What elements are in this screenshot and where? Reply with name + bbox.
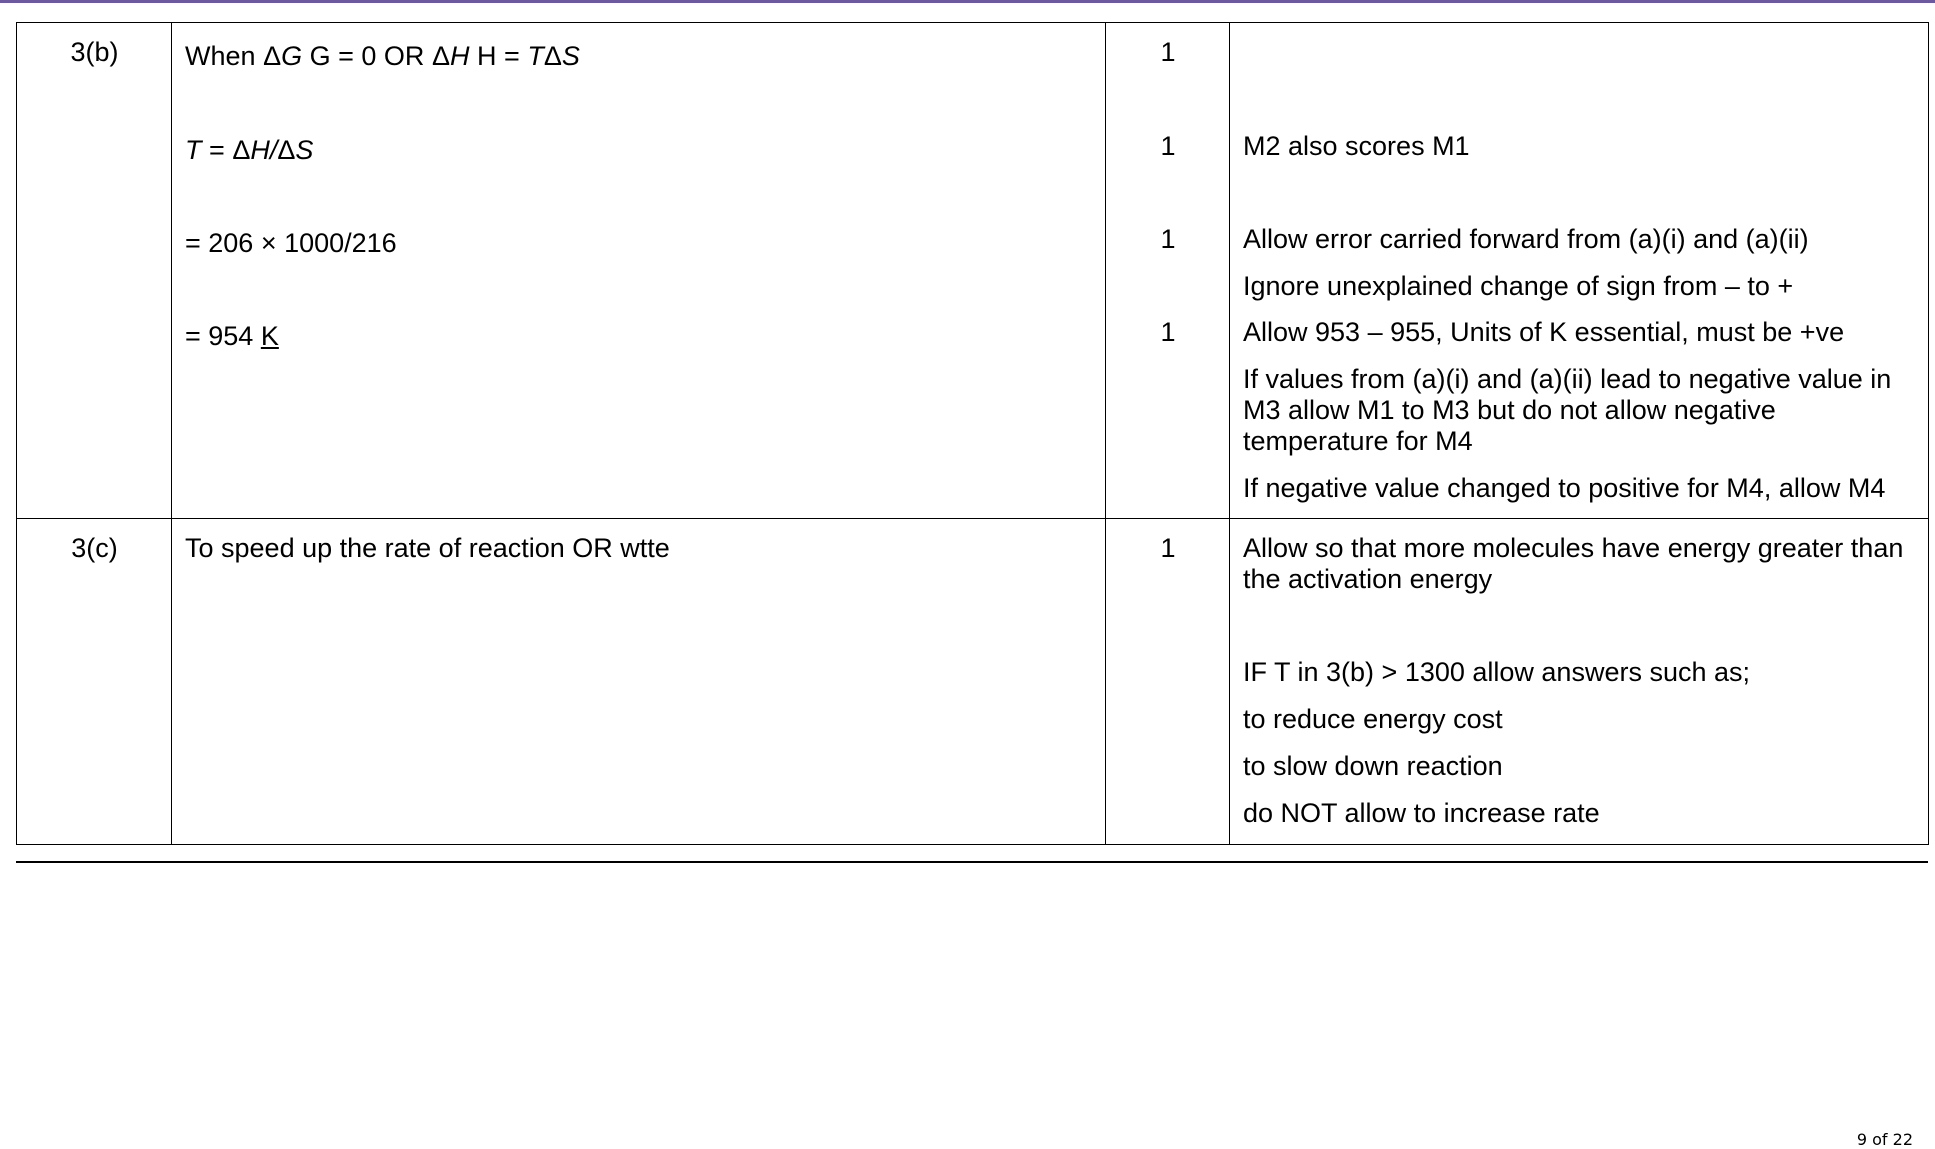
s-symbol: S [295,135,314,165]
guidance-text: Allow 953 – 955, Units of K essential, must be +ve [1243,317,1845,347]
answer-line [185,41,580,72]
delta-symbol: Δ [263,41,282,71]
guidance-text: If negative value changed to positive for M4, allow M4 [1243,473,1886,503]
answer-cell [172,23,1106,519]
question-cell [17,519,172,845]
mark-value: 1 [1160,37,1176,67]
mark-value: 1 [1160,224,1176,254]
t-symbol: T [527,41,544,71]
delta-symbol: Δ [232,135,251,165]
mark-value: 1 [1160,533,1176,563]
delta-symbol: Δ [431,41,450,71]
top-rule [0,0,1935,3]
guidance-text: If values from (a)(i) and (a)(ii) lead to negative value in M3 allow M1 to M3 but do not allow negative temperature for M4 [1243,364,1892,456]
delta-symbol: Δ [277,135,296,165]
answer-text: = 954 [185,321,254,351]
answer-line [185,135,313,166]
guidance-text: to slow down reaction [1243,751,1503,781]
guidance-text: Allow error carried forward from (a)(i) and (a)(ii) [1243,224,1809,254]
unit-text: K [260,321,279,351]
question-number: 3(c) [71,533,118,563]
table-row [17,23,1929,519]
question-number: 3(b) [70,37,119,67]
answer-line [185,321,279,352]
guidance-cell [1230,519,1929,845]
table-row [17,519,1929,845]
answer-text: = [209,135,225,165]
answer-text: H/ [250,135,278,165]
g-symbol: G [281,41,303,71]
h-symbol: H [450,41,470,71]
answer-text: G = 0 OR [309,41,425,71]
page-number: 9 of 22 [1856,1130,1913,1149]
mark-cell [1106,519,1230,845]
question-cell [17,23,172,519]
guidance-text: Allow so that more molecules have energy greater than the activation energy [1243,533,1904,594]
guidance-cell [1230,23,1929,519]
guidance-text: M2 also scores M1 [1243,131,1470,161]
guidance-text: do NOT allow to increase rate [1243,798,1600,828]
t-symbol: T [185,135,202,165]
guidance-text: to reduce energy cost [1243,704,1503,734]
s-symbol: S [561,41,580,71]
answer-text: When [185,41,256,71]
answer-cell [172,519,1106,845]
mark-scheme-table [16,22,1929,845]
mark-value: 1 [1160,131,1176,161]
mark-value: 1 [1160,317,1176,347]
mark-cell [1106,23,1230,519]
guidance-text: IF T in 3(b) > 1300 allow answers such as; [1243,657,1751,687]
answer-line: To speed up the rate of reaction OR wtte [185,533,670,563]
answer-text: H = [477,41,520,71]
table-bottom-rule [16,861,1928,863]
answer-line: = 206 × 1000/216 [185,228,397,258]
delta-symbol: Δ [543,41,562,71]
guidance-text: Ignore unexplained change of sign from – to + [1243,271,1794,301]
